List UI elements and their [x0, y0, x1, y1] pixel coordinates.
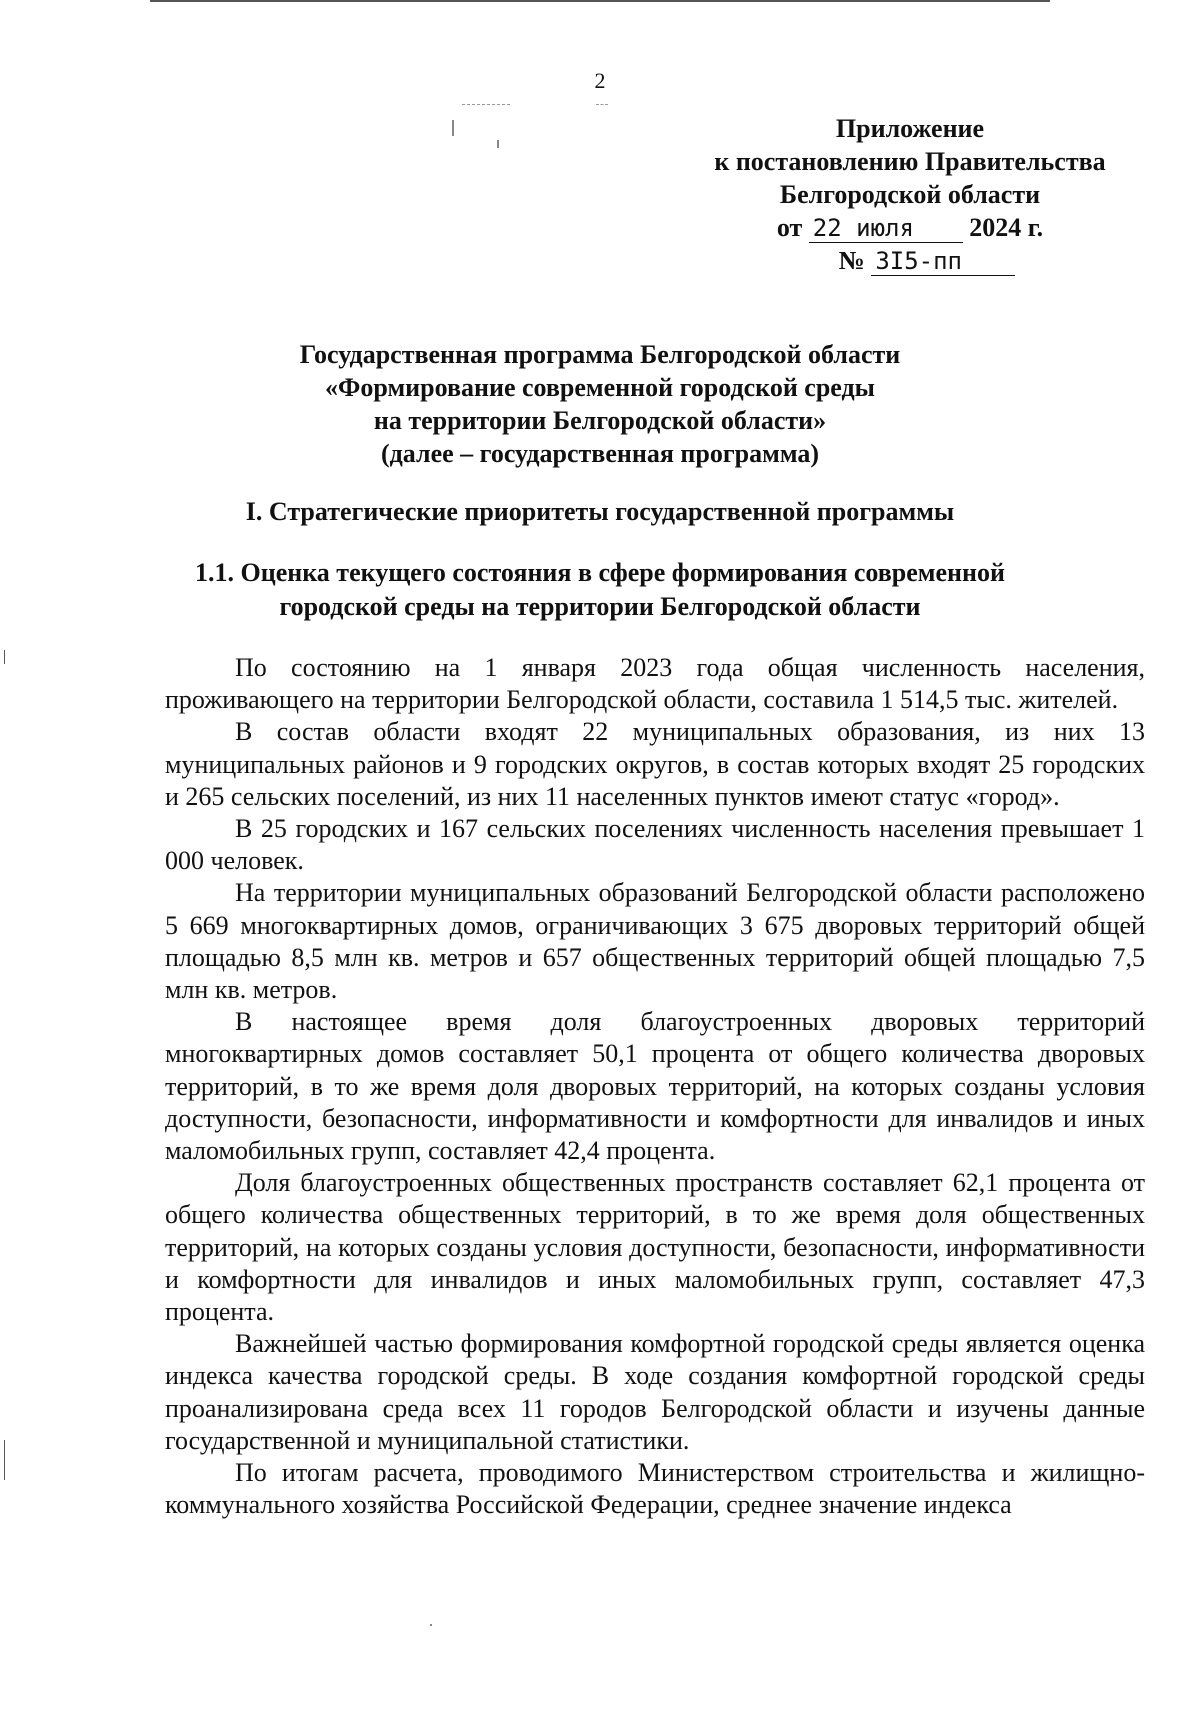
- paragraph: Доля благоустроенных общественных пространств составляет 62,1 процента от общего количества общественных территорий, в то же время доля общественных территорий, на которых созданы условия доступности, безопасности, информативности и комфортности для инвалидов и иных маломобильных групп, составляет 47,3 процента.: [165, 1168, 1145, 1327]
- scan-mark: [497, 140, 499, 148]
- program-title-line-2: «Формирование современной городской среды: [325, 373, 875, 402]
- date-field: [809, 214, 963, 243]
- body-text: [165, 652, 1145, 1521]
- program-title-line-4: (далее – государственная программа): [380, 439, 820, 468]
- paragraph: В состав области входят 22 муниципальных образования, из них 13 муниципальных районов и 9 городских округов, в состав которых входят 25 городских и 265 сельских поселений, из них 11 населенных пунктов имеют статус «город».: [165, 717, 1145, 811]
- paragraph: По итогам расчета, проводимого Министерством строительства и жилищно-коммунального хозяйства Российской Федерации, среднее значение индекса: [165, 1458, 1145, 1520]
- date-year: 2024 г.: [969, 213, 1044, 242]
- scan-mark: [430, 1624, 432, 1626]
- appendix-title: Приложение: [835, 114, 985, 143]
- appendix-block: [700, 112, 1120, 277]
- page-number: 2: [594, 68, 606, 93]
- paragraph: В настоящее время доля благоустроенных дворовых территорий многоквартирных домов составляет 50,1 процента от общего количества дворовых территорий, в то же время доля дворовых территорий, на которых созданы условия доступности, безопасности, информативности и комфортности для инвалидов и иных маломобильных групп, составляет 42,4 процента.: [165, 1007, 1145, 1166]
- scan-mark: [4, 1440, 5, 1480]
- paragraph: На территории муниципальных образований Белгородской области расположено 5 669 многоквартирных домов, ограничивающих 3 675 дворовых территорий общей площадью 8,5 млн кв. метров и 657 общественных территорий общей площадью 7,5 млн кв. метров.: [165, 878, 1145, 1005]
- subsection-heading-line-1: 1.1. Оценка текущего состояния в сфере формирования современной: [194, 558, 1005, 587]
- scan-mark: [596, 104, 608, 105]
- date-value: 22 июля: [812, 214, 914, 242]
- program-title: [0, 338, 1200, 470]
- section-heading: I. Стратегические приоритеты государственной программы: [245, 497, 955, 526]
- scan-edge-line: [150, 0, 1050, 2]
- paragraph: В 25 городских и 167 сельских поселениях численность населения превышает 1 000 человек.: [165, 814, 1145, 876]
- number-value: 3I5-пп: [875, 247, 963, 275]
- appendix-number-row: [700, 244, 1120, 277]
- number-field: [871, 247, 1015, 276]
- subsection-heading: [0, 556, 1200, 624]
- appendix-line-3: Белгородской области: [779, 180, 1041, 209]
- scan-mark: [452, 120, 454, 136]
- program-title-line-3: на территории Белгородской области»: [373, 406, 827, 435]
- paragraph: По состоянию на 1 января 2023 года общая численность населения, проживающего на территории Белгородской области, составила 1 514,5 тыс. жителей.: [165, 653, 1145, 715]
- number-prefix: №: [838, 246, 865, 275]
- scan-mark: [4, 650, 5, 664]
- subsection-heading-line-2: городской среды на территории Белгородской области: [279, 592, 921, 621]
- appendix-line-2: к постановлению Правительства: [714, 147, 1106, 176]
- date-prefix: от: [776, 213, 803, 242]
- scan-mark: [462, 104, 510, 105]
- appendix-date-row: [700, 211, 1120, 244]
- paragraph: Важнейшей частью формирования комфортной городской среды является оценка индекса качества городской среды. В ходе создания комфортной городской среды проанализирована среда всех 11 городов Белгородской области и изучены данные государственной и муниципальной статистики.: [165, 1329, 1145, 1455]
- program-title-line-1: Государственная программа Белгородской области: [299, 340, 901, 369]
